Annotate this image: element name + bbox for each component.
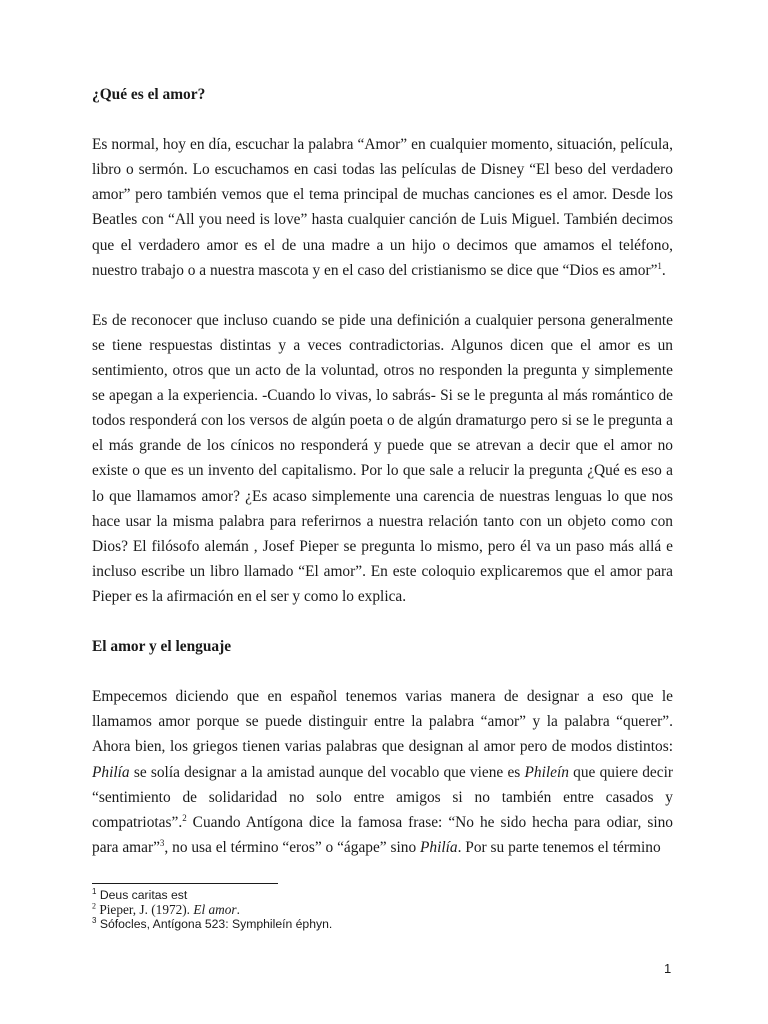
text-run: que quiere decir “sentimiento de solidaridad no solo entre amigos si no también entre casados y compatriotas”. xyxy=(92,763,673,831)
term-philein: Phileín xyxy=(524,763,569,781)
footnote-1 xyxy=(92,888,673,903)
footnote-ref-3[interactable]: 3 xyxy=(159,837,165,848)
document-body xyxy=(92,82,673,860)
paragraph-greek-words xyxy=(92,684,673,860)
section-heading-que-es-el-amor: ¿Qué es el amor? xyxy=(92,86,206,103)
text-run: , no usa el término “eros” o “ágape” sino xyxy=(164,838,420,856)
footnote-ref-2[interactable]: 2 xyxy=(182,812,187,823)
term-philia: Philía xyxy=(92,763,130,781)
footnote-text: Deus caritas est xyxy=(99,888,188,902)
footnote-separator xyxy=(92,883,278,884)
term-philia: Philía xyxy=(419,838,458,856)
footnote-text-end: . xyxy=(236,901,240,917)
text-run: Cuando Antígona dice la famosa frase: “No he sido hecha para odiar, sino para amar” xyxy=(92,813,673,856)
footnote-number: 1 xyxy=(92,886,97,896)
section-heading-amor-lenguaje: El amor y el lenguaje xyxy=(92,638,232,656)
paragraph-intro-text: Es normal, hoy en día, escuchar la palabra “Amor” en cualquier momento, situación, película, libro o sermón. Lo escuchamos en casi todas las películas de Disney “El beso del verdadero amor” pero también vemos que el tema principal de muchas canciones es el amor. Desde los Beatles con “All you need is love” hasta cualquier canción de Luis Miguel. También decimos que el verdadero amor es el de una madre a un hijo o decimos que amamos el teléfono, nuestro trabajo o a nuestra mascota y en el caso del cristianismo se dice que “Dios es amor” xyxy=(92,136,673,279)
text-run: se solía designar a la amistad aunque del vocablo que viene es xyxy=(129,763,525,781)
footnotes xyxy=(92,883,673,932)
footnote-number: 2 xyxy=(92,901,96,911)
paragraph-definitions: Es de reconocer que incluso cuando se pide una definición a cualquier persona generalmente se tiene respuestas distintas y a veces contradictorias. Algunos dicen que el amor es un sentimiento, otros que un acto de la voluntad, otros no responden la pregunta y simplemente se apegan a la experiencia. -Cuando lo vivas, lo sabrás- Si se le pregunta al más romántico de todos responderá con los versos de algún poeta o de algún dramaturgo pero si se le pregunta a el más grande de los cínicos no responderá y puede que se atrevan a decir que el amor no existe o que es un invento del capitalismo. Por lo que sale a relucir la pregunta ¿Qué es eso a lo que llamamos amor? ¿Es acaso simplemente una carencia de nuestras lenguas lo que nos hace usar la misma palabra para referirnos a nuestra relación tanto con un objeto como con Dios? El filósofo alemán , Josef Pieper se pregunta lo mismo, pero él va un paso más allá e incluso escribe un libro llamado “El amor”. En este coloquio explicaremos que el amor para Pieper es la afirmación en el ser y como lo explica. xyxy=(92,311,673,605)
text-run: Empecemos diciendo que en español tenemos varias manera de designar a eso que le llamamos amor porque se puede distinguir entre la palabra “amor” y la palabra “querer”. Ahora bien, los griegos tienen varias palabras que designan al amor pero de modos distintos: xyxy=(92,688,673,756)
text-run: . Por su parte tenemos el término xyxy=(457,838,661,856)
footnote-book-title: El amor xyxy=(193,901,237,917)
paragraph-intro-end: . xyxy=(661,261,666,279)
footnote-2 xyxy=(92,903,673,918)
footnote-ref-1[interactable]: 1 xyxy=(657,260,662,271)
paragraph-intro xyxy=(92,132,673,283)
footnote-number: 3 xyxy=(92,916,97,926)
footnote-text: Sófocles, Antígona 523: Symphileín éphyn. xyxy=(99,917,333,932)
footnote-3 xyxy=(92,917,673,932)
footnote-text: Pieper, J. (1972). xyxy=(99,901,194,917)
page-number: 1 xyxy=(664,961,672,976)
